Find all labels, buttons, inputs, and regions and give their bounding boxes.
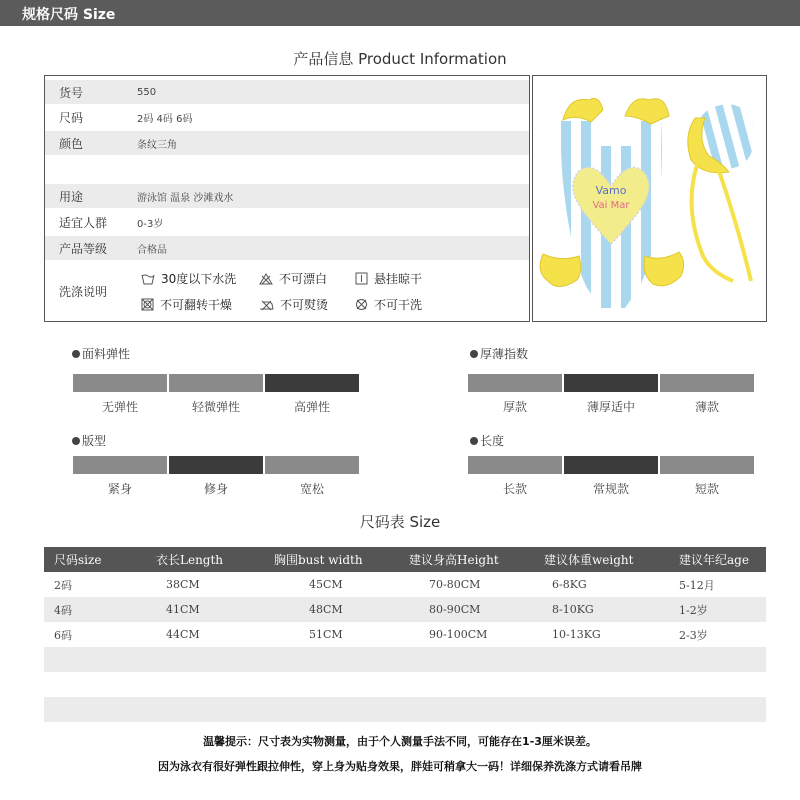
option-label: 短款 [694,482,719,496]
header-cell: 建议体重weight [544,553,634,567]
option-label: 厚款 [502,400,527,414]
table-cell: 48CM [309,603,343,616]
no-tumble-dry-icon [141,298,154,311]
product-info-table [44,75,530,322]
option-label: 宽松 [299,482,324,496]
care-text: 悬挂晾干 [374,272,423,286]
no-bleach-icon [259,273,273,285]
length-labels [468,480,754,497]
header-title: 规格尺码 Size [22,7,116,23]
info-value: 0-3岁 [137,218,164,230]
care-item [141,296,232,313]
care-item [355,270,422,287]
table-row-empty [44,697,766,722]
bar-segment-selected [265,374,359,392]
option-label: 修身 [203,482,228,496]
info-value: 合格品 [137,244,167,256]
size-table-header [44,547,766,572]
product-photo [532,75,767,322]
info-row [45,105,529,129]
bar-segment [265,456,359,474]
bullet-icon [72,437,80,445]
care-row [45,262,529,320]
table-cell: 4码 [54,603,72,617]
header-bar [0,0,800,26]
fit-title [72,432,106,449]
table-cell: 45CM [309,578,343,591]
bullet-icon [72,350,80,358]
elasticity-bar [73,374,359,392]
thickness-bar [468,374,754,392]
info-label: 适宜人群 [59,215,108,230]
table-cell: 6-8KG [552,578,587,591]
bar-segment [73,374,167,392]
elasticity-labels [73,398,359,415]
table-cell: 1-2岁 [679,603,708,617]
table-cell: 70-80CM [429,578,481,591]
table-row-empty [44,672,766,697]
fit-bar [73,456,359,474]
table-cell: 90-100CM [429,628,488,641]
care-text: 不可漂白 [279,272,328,286]
care-text: 不可翻转干燥 [160,298,233,312]
info-label: 颜色 [59,136,84,151]
info-row [45,184,529,208]
attr-title-text: 版型 [82,434,107,448]
care-text: 30度以下水洗 [161,272,237,286]
info-value: 游泳馆 温泉 沙滩戏水 [137,192,234,204]
care-item [259,296,328,313]
size-table [44,547,766,722]
table-row [44,572,766,597]
care-text: 不可干洗 [374,298,423,312]
bar-segment-selected [564,456,658,474]
table-cell: 44CM [166,628,200,641]
info-row [45,210,529,234]
elasticity-title [72,345,130,362]
care-item [355,296,422,313]
bar-segment [660,374,754,392]
header-cell: 建议年纪age [679,553,749,567]
care-item [141,270,236,287]
fit-labels [73,480,359,497]
care-item [259,270,327,287]
no-dry-clean-icon [355,298,368,311]
bar-segment [73,456,167,474]
bullet-icon [470,350,478,358]
table-cell: 10-13KG [552,628,601,641]
care-text: 不可熨烫 [280,298,329,312]
length-title [470,432,504,449]
info-value: 2码 4码 6码 [137,113,193,125]
table-cell: 2-3岁 [679,628,708,642]
bar-segment [468,374,562,392]
table-cell: 8-10KG [552,603,594,616]
table-cell: 38CM [166,578,200,591]
option-label: 薄款 [694,400,719,414]
length-bar [468,456,754,474]
bar-segment-selected [564,374,658,392]
table-cell: 5-12月 [679,578,715,592]
info-row [45,131,529,155]
option-label: 轻微弹性 [191,400,240,414]
option-label: 常规款 [592,482,629,496]
option-label: 长款 [502,482,527,496]
attr-title-text: 面料弹性 [82,347,131,361]
heart-print-text-2: Vai Mar [592,200,630,211]
header-cell: 胸围bust width [274,553,363,567]
table-cell: 6码 [54,628,72,642]
option-label: 无弹性 [101,400,138,414]
info-row [45,236,529,260]
no-iron-icon [259,299,274,311]
table-row [44,597,766,622]
info-label: 用途 [59,189,84,204]
option-label: 薄厚适中 [586,400,635,414]
info-row [45,80,529,104]
hang-dry-icon [355,272,368,285]
info-label: 产品等级 [59,241,108,256]
header-cell: 衣长Length [156,553,224,567]
attr-title-text: 厚薄指数 [480,347,529,361]
option-label: 高弹性 [293,400,330,414]
product-info-title: 产品信息 Product Information [293,50,507,68]
size-table-title: 尺码表 Size [359,513,441,531]
wash-30-icon [141,273,155,285]
table-cell: 41CM [166,603,200,616]
table-cell: 2码 [54,578,72,592]
info-value: 550 [137,86,157,98]
table-row-empty [44,647,766,672]
bar-segment-selected [169,456,263,474]
bar-segment [169,374,263,392]
tip-note: 温馨提示：尺寸表为实物测量，由于个人测量手法不同，可能存在1-3厘米误差。 [203,735,597,748]
bullet-icon [470,437,478,445]
care-label: 洗涤说明 [59,284,108,299]
info-row-empty [45,157,529,183]
header-cell: 尺码size [54,553,102,567]
bar-segment [660,456,754,474]
info-value: 条纹三角 [137,139,177,151]
info-label: 尺码 [59,110,84,125]
swimsuit-illustration [533,76,767,322]
care-note: 因为泳衣有很好弹性跟拉伸性，穿上身为贴身效果，胖娃可稍拿大一码！详细保养洗涤方式请看吊牌 [158,760,642,773]
thickness-labels [468,398,754,415]
attr-title-text: 长度 [480,434,505,448]
thickness-title [470,345,528,362]
table-cell: 51CM [309,628,343,641]
table-cell: 80-90CM [429,603,481,616]
table-row [44,622,766,647]
info-label: 货号 [59,85,84,100]
header-cell: 建议身高Height [409,553,499,567]
bar-segment [468,456,562,474]
option-label: 紧身 [107,482,132,496]
heart-print-text: Vamo [595,184,627,197]
